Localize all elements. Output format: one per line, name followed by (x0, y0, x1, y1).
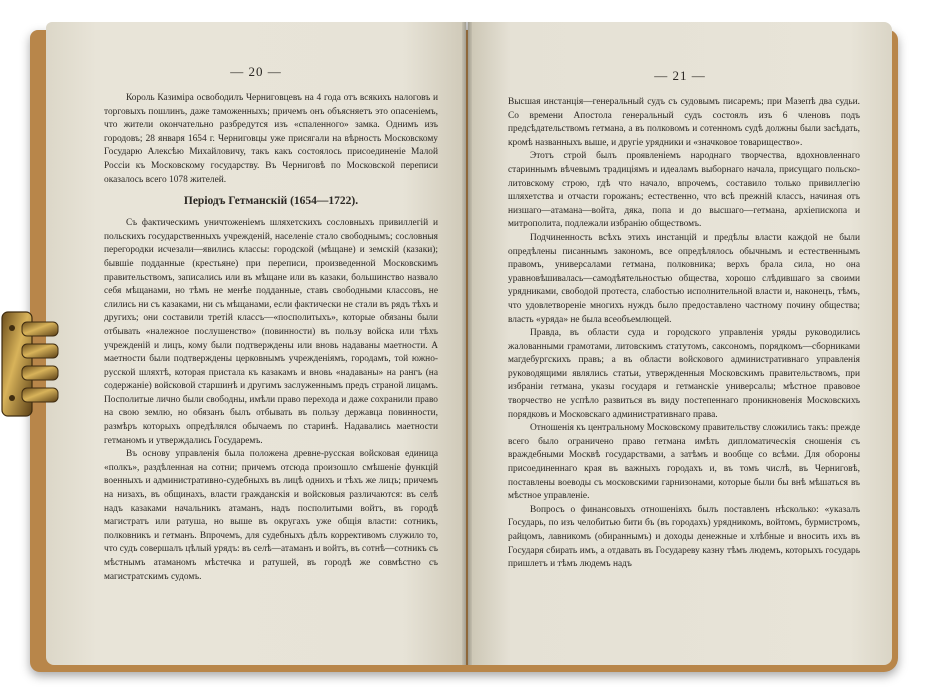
book-gutter (462, 22, 472, 665)
paragraph: Подчиненность всѣхъ этихъ инстанцій и предѣлы власти каждой не были опредѣлены писаннымъ закономъ, все опредѣлялось обычнымъ и естественнымъ правомъ, универсалами гетмана, полковника; верхъ брала сила, но она уравновѣшивалась—самодѣятельностью общества, хорошо слѣдившаго за своими урядниками, свободой протеста, слабостью исполнительной власти и, наконецъ, тѣмъ, что удовлетвореніе многихъ нуждъ было предоставлено частному почину общества; власть «уряда» не была всеобъемлющей. (508, 232, 860, 325)
paragraph: Этотъ строй былъ проявленіемъ народнаго творчества, вдохновленнаго стариннымъ вѣчевымъ традиціямъ и идеаламъ выборнаго начала, присущаго польско-литовскому строю, гдѣ что начало, впрочемъ, составило только привиллегію шляхетства и отчасти горожанъ; естественно, что всѣ прежній классъ, начиная отъ низшаго—атамана—войта, дяка, попа и до высшаго—гетмана, архіепископа и митрополита, подлежали избранію обществомъ. (508, 151, 860, 230)
paragraph: Съ фактическимъ уничтоженіемъ шляхетскихъ сословныхъ привиллегій и польскихъ государственныхъ учрежденій, населеніе стало свободнымъ; сословныя перегородки исчезали—явились классы: городской (мѣщане) и земскій (казаки); бывшіе подданные (крестьяне) при переписи, произведенной Московскимъ правительствомъ, записались или въ мѣщане или въ казаки, большинство назвало себя мѣщанами, но тѣмъ не менѣе подданные, ставъ свободными классовъ, не слились ни съ казаками, ни съ мѣщанами, если фактически не стали въ рядъ тѣхъ и другихъ; они составили третій классъ—«посполитыхъ», которые обязаны были отбывать «належное послушенство» (повинности) въ пользу войска или тѣхъ учрежденій и лицъ, кому были подтверждены или вновь надаваны маетности. А маетности были подтверждены церковнымъ учрежденіямъ, городамъ, той южно-русской шляхтѣ, которая пристала къ казакамъ и вновь «надаваны» на рангъ (на содержаніе) войсковой старшинѣ и другимъ заслуженнымъ предъ страной лицамъ. Посполитые лично были свободны, имѣли право перехода и даже сохранили право на свою землю, но обязанъ былъ отбывать въ пользу державца повинности, размѣръ которыхъ опредѣлялся обычаемъ по старинѣ. Надавались маетности гетманомъ и утверждались Государемъ. (104, 218, 438, 446)
paragraph: Въ основу управленія была положена древне-русская войсковая единица «полкъ», раздѣленная на сотни; причемъ отсюда произошло смѣшеніе функцій военныхъ и административно-судебныхъ въ лицѣ однихъ и тѣхъ же лицъ; причемъ на низахъ, въ общинахъ, власти гражданскія и войсковыя различаются: въ селѣ надъ казаками начальникъ атаманъ, надъ посполитыми войтъ, въ городѣ магистратъ или ратуша, но выше въ округахъ уже общія власти: сотникъ, полковникъ и гетманъ. Впрочемъ, для судебныхъ дѣлъ коррективомъ служило то, что судъ совершалъ цѣлый урядъ: въ селѣ—атаманъ и войтъ, въ сотнѣ—сотникъ съ мѣстнымъ атаманомъ мѣстечка и ратушей, въ городѣ же совмѣстно съ магистратскимъ судомъ. (104, 449, 438, 582)
left-page-text (46, 92, 466, 584)
page-number-left: — 20 — (230, 64, 282, 79)
section-heading: Періодъ Гетманскій (1654—1722). (183, 195, 359, 208)
paragraph: Вопросъ о финансовыхъ отношеніяхъ былъ поставленъ нѣсколько: «указалъ Государь, по изъ челобитью бити бъ (въ городахъ) урядникомъ, войтомъ, бурмистромъ, райцомъ, лавникомъ (обираннымъ) и доходы денежные и хлѣбные и вносить ихъ въ Государя сбирать имъ, а отдавать въ Государеву казну тѣмъ людемъ, которыхъ государь пришлетъ и тѣмъ людемъ надъ (508, 504, 860, 570)
right-page-text (468, 96, 892, 572)
brass-clasp-icon (0, 308, 60, 420)
page-number-right: — 21 — (654, 68, 706, 83)
right-page (468, 22, 892, 665)
paragraph: Отношенія къ центральному Московскому правительству сложились такъ: прежде всего было ограничено право гетмана имѣть дипломатическія сношенія съ враждебными Москвѣ государствами, а затѣмъ и вообще со всѣми. Для обороны присоединеннаго края въ важныхъ городахъ и, въ томъ числѣ, въ Черниговѣ, поставлены воеводы съ московскими гарнизонами, которые были бы внѣ мѣшаться въ мѣстное управленіе. (508, 423, 860, 502)
left-page (46, 22, 466, 665)
paragraph: Правда, въ области суда и городского управленія уряды руководились жалованными грамотами, литовскимъ статутомъ, саксономъ, порядкомъ—сборниками магдебургскихъ правъ; а въ области войскового административнаго управленія руководящими являлись статьи, утвержденныя Московскимъ правительствомъ, при избраніи гетмана, указы государя и гетманскіе универсалы; мѣстное правовое творчество не успѣло развиться въ виду постепеннаго проникновенія Московскихъ порядковъ и Московскаго административнаго права. (508, 328, 860, 420)
paragraph: Высшая инстанція—генеральный судъ съ судовымъ писаремъ; при Мазепѣ два судьи. Со времени Апостола генеральный судъ состоялъ изъ 6 членовъ подъ предсѣдательствомъ гетмана, а въ полковомъ и сотенномъ судѣ должны были засѣдать, кромѣ названныхъ выше, и другіе урядники и «значковое товарищество». (508, 97, 860, 148)
paragraph: Король Казиміра освободилъ Черниговцевъ на 4 года отъ всякихъ налоговъ и торговыхъ пошлинъ, даже таможенныхъ; причемъ онъ объясняетъ это опасеніемъ, что жители окончательно разбредутся изъ «спаленного» замка. Однимъ изъ городовъ; 28 января 1654 г. Черниговцы уже присягали на вѣрность Московскому Государю Алексѣю Михайловичу, такъ какъ состоялось присоединеніе Малой Россіи къ Московскому государству. Въ Черниговѣ по Московской переписи оказалось всего 1078 жителей. (104, 93, 438, 185)
open-book (30, 22, 898, 672)
